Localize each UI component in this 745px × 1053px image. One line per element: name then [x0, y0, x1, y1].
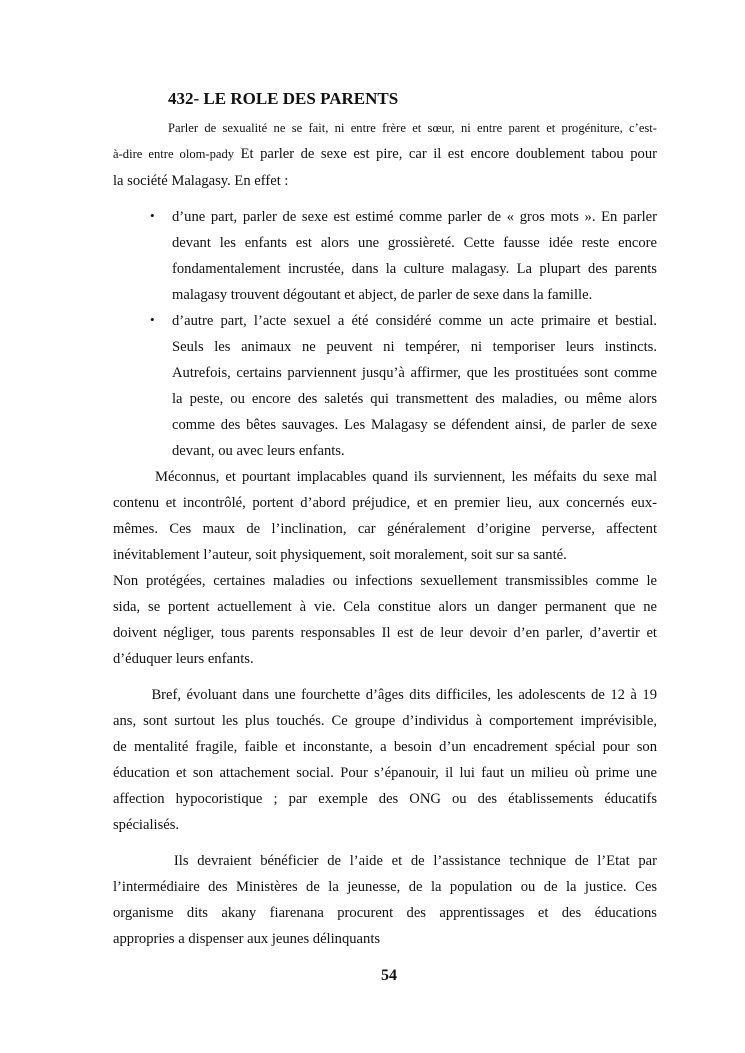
paragraph-line: Méconnus, et pourtant implacables quand ils surviennent, les méfaits du sexe mal [113, 469, 657, 485]
bullet-line: Autrefois, certains parviennent jusqu’à affirmer, que les prostituées sont comme [172, 365, 657, 381]
bullet-line: devant les enfants est alors une grossièreté. Cette fausse idée reste encore [172, 235, 657, 251]
paragraph-line: d’éduquer leurs enfants. [113, 651, 254, 667]
bullet-line: comme des bêtes sauvages. Les Malagasy se défendent ainsi, de parler de sexe [172, 417, 657, 433]
bullet-line: Seuls les animaux ne peuvent ni tempérer, ni temporiser leurs instincts. [172, 339, 657, 355]
bullet-line: devant, ou avec leurs enfants. [172, 443, 345, 459]
paragraph-line: l’intermédiaire des Ministères de la jeunesse, de la population ou de la justice. Ces [113, 879, 657, 895]
bullet-line: d’autre part, l’acte sexuel a été considéré comme un acte primaire et bestial. [172, 313, 657, 329]
bullet-line: malagasy trouvent dégoutant et abject, de parler de sexe dans la famille. [172, 287, 593, 303]
intro-line: Parler de sexualité ne se fait, ni entre frère et sœur, ni entre parent et progéniture, c’est- [168, 121, 657, 135]
bullet-icon: • [150, 208, 155, 223]
intro-line [113, 145, 657, 163]
paragraph-line: appropries a dispenser aux jeunes délinquants [113, 931, 381, 947]
bullet-line: d’une part, parler de sexe est estimé comme parler de « gros mots ». En parler [172, 209, 657, 225]
paragraph-line: affection hypocoristique ; par exemple des ONG ou des établissements éducatifs [113, 791, 657, 807]
paragraph-line: doivent négliger, tous parents responsables Il est de leur devoir d’en parler, d’avertir et [113, 625, 657, 641]
paragraph-line: spécialisés. [113, 817, 180, 833]
bullet-icon: • [150, 312, 155, 327]
paragraph-line: organisme dits akany fiarenana procurent des apprentissages et des éducations [113, 905, 657, 921]
paragraph-line: sida, se portent actuellement à vie. Cela constitue alors un danger permanent que ne [113, 599, 657, 615]
bullet-line: fondamentalement incrustée, dans la culture malagasy. La plupart des parents [172, 261, 657, 277]
paragraph-line: éducation et son attachement social. Pour s’épanouir, il lui faut un milieu où prime une [113, 765, 657, 781]
paragraph-line: Bref, évoluant dans une fourchette d’âges dits difficiles, les adolescents de 12 à 19 [113, 687, 657, 703]
paragraph-line: de mentalité fragile, faible et inconstante, a besoin d’un encadrement spécial pour son [113, 739, 657, 755]
paragraph-line: Ils devraient bénéficier de l’aide et de l’assistance technique de l’Etat par [113, 853, 657, 869]
paragraph-line: Non protégées, certaines maladies ou infections sexuellement transmissibles comme le [113, 573, 657, 589]
bullet-line: la peste, ou encore des saletés qui transmettent des maladies, ou même alors [172, 391, 657, 407]
paragraph-line: contenu et incontrôlé, portent d’abord préjudice, et en premier lieu, aux concernés eux- [113, 495, 657, 511]
intro-fragment: à-dire entre olom-pady [113, 147, 235, 161]
paragraph-line: inévitablement l’auteur, soit physiquement, soit moralement, soit sur sa santé. [113, 547, 567, 563]
page-number: 54 [381, 967, 397, 984]
intro-line: la société Malagasy. En effet : [113, 173, 289, 189]
section-heading: 432- LE ROLE DES PARENTS [168, 89, 399, 108]
paragraph-line: ans, sont surtout les plus touchés. Ce groupe d’individus à comportement imprévisible, [113, 713, 657, 729]
paragraph-line: mêmes. Ces maux de l’inclination, car généralement d’origine perverse, affectent [113, 521, 657, 537]
intro-fragment: Et parler de sexe est pire, car il est encore doublement tabou pour [234, 146, 657, 162]
